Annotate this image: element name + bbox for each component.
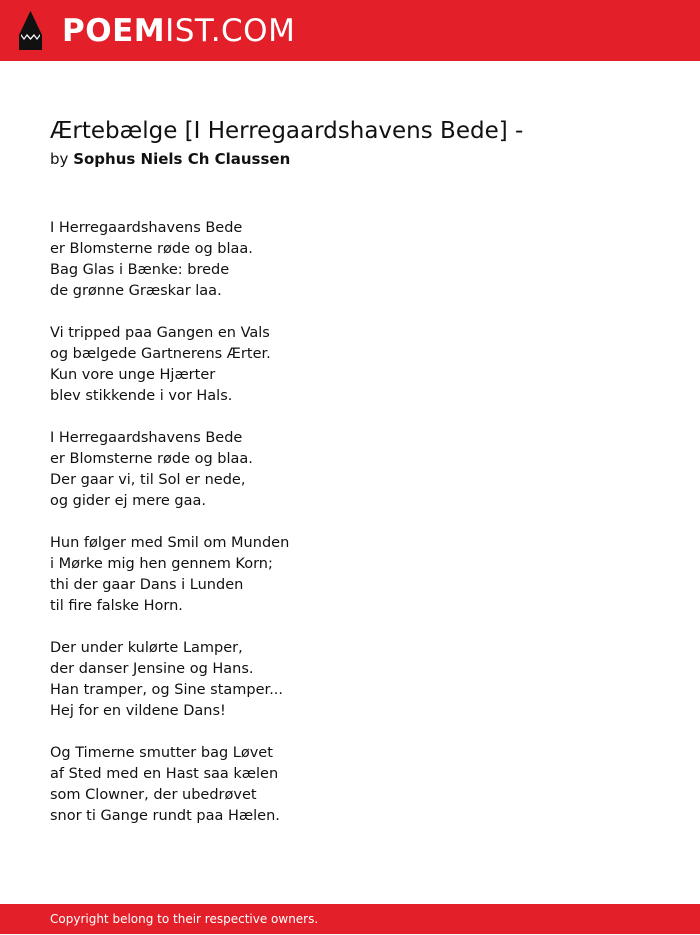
- site-header: [0, 0, 700, 61]
- poem-line: blev stikkende i vor Hals.: [50, 388, 233, 404]
- poem-line: der danser Jensine og Hans.: [50, 661, 254, 677]
- poem-line: som Clowner, der ubedrøvet: [50, 787, 257, 803]
- poem-line: de grønne Græskar laa.: [50, 283, 222, 299]
- poem-line: og bælgede Gartnerens Ærter.: [50, 346, 271, 362]
- pencil-icon[interactable]: [17, 10, 44, 52]
- poem-body: [50, 218, 650, 848]
- poem-title: Ærtebælge [I Herregaardshavens Bede] -: [50, 118, 524, 144]
- poem-line: Kun vore unge Hjærter: [50, 367, 216, 383]
- poem-line: til fire falske Horn.: [50, 598, 183, 614]
- poem-line: i Mørke mig hen gennem Korn;: [50, 556, 273, 572]
- poem-line: I Herregaardshavens Bede: [50, 220, 243, 236]
- logo-bold-text: POEM: [62, 13, 166, 49]
- poem-line: Der gaar vi, til Sol er nede,: [50, 472, 246, 488]
- copyright-notice: Copyright belong to their respective owners.: [50, 912, 319, 926]
- by-label: by: [50, 150, 69, 168]
- stanza: [50, 428, 650, 512]
- stanza: [50, 323, 650, 407]
- author-name: Sophus Niels Ch Claussen: [73, 150, 291, 168]
- poem-line: Der under kulørte Lamper,: [50, 640, 243, 656]
- byline: [50, 148, 290, 170]
- stanza: [50, 638, 650, 722]
- site-logo[interactable]: [62, 11, 295, 51]
- poem-line: snor ti Gange rundt paa Hælen.: [50, 808, 280, 824]
- poem-line: og gider ej mere gaa.: [50, 493, 206, 509]
- poem-line: Hej for en vildene Dans!: [50, 703, 226, 719]
- poem-line: Bag Glas i Bænke: brede: [50, 262, 230, 278]
- poem-line: Hun følger med Smil om Munden: [50, 535, 290, 551]
- poem-line: er Blomsterne røde og blaa.: [50, 451, 253, 467]
- logo-light-text: IST.COM: [165, 13, 296, 49]
- poem-line: af Sted med en Hast saa kælen: [50, 766, 279, 782]
- stanza: [50, 533, 650, 617]
- poem-line: Han tramper, og Sine stamper...: [50, 682, 284, 698]
- poem-line: I Herregaardshavens Bede: [50, 430, 243, 446]
- poem-line: Og Timerne smutter bag Løvet: [50, 745, 273, 761]
- poem-line: thi der gaar Dans i Lunden: [50, 577, 244, 593]
- poem-line: er Blomsterne røde og blaa.: [50, 241, 253, 257]
- site-footer: [0, 904, 700, 934]
- stanza: [50, 743, 650, 827]
- stanza: [50, 218, 650, 302]
- poem-line: Vi tripped paa Gangen en Vals: [50, 325, 270, 341]
